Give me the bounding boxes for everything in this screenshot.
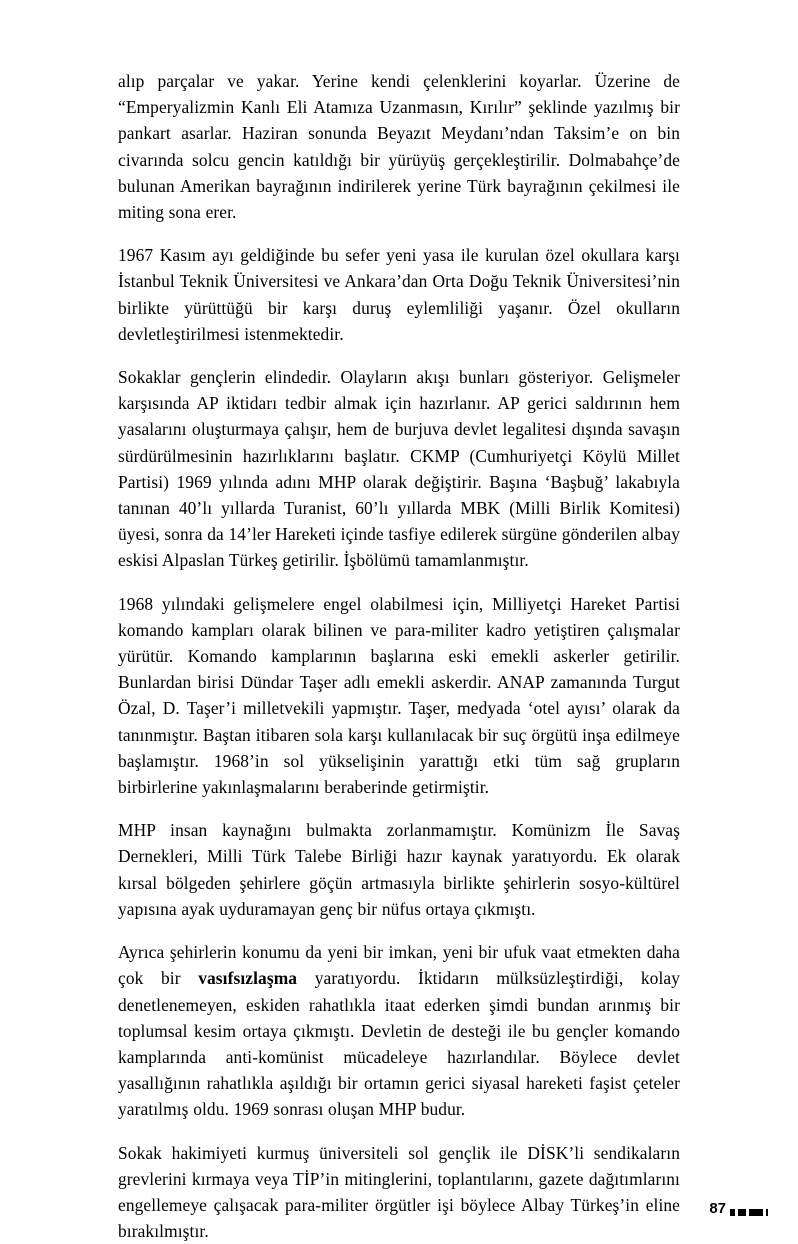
paragraph-4: 1968 yılındaki gelişmelere engel olabilmesi için, Milliyetçi Hareket Partisi komando kampları olarak bilinen ve para-militer kadro yetiştiren çalışmalar yürütür. Komando kamplarının başlarına eski emekli askerler getirilir. Bunlardan birisi Dündar Taşer adlı emekli askerdir. ANAP zamanında Turgut Özal, D. Taşer’i milletvekili yapmıştır. Taşer, medyada ‘otel ayısı’ olarak da tanınmıştır. Baştan itibaren sola karşı kullanılacak bir suç örgütü inşa edilmeye başlamıştır. 1968’in sol yükselişinin yarattığı etki tüm sağ grupların birbirlerine yakınlaşmalarını beraberinde getirmiştir. [118,593,680,798]
footer-dash-1 [730,1209,735,1216]
emphasized-term: vasıfsızlaşma [198,968,298,989]
page-body-text [118,68,680,1244]
paragraph-1: alıp parçalar ve yakar. Yerine kendi çelenklerini koyarlar. Üzerine de “Emperyalizmin Kanlı Eli Atamıza Uzanmasın, Kırılır” şeklinde yazılmış bir pankart asarlar. Haziran sonunda Beyazıt Meydanı’ndan Taksim’e on bin civarında solcu gencin katıldığı bir yürüyüş gerçekleştirilir. Dolmabahçe’de bulunan Amerikan bayrağının indirilerek yerine Türk bayrağının çekilmesi ile miting sona erer. [118,71,680,223]
page-number: 87 [709,1200,726,1217]
page-footer [0,1200,798,1230]
footer-decoration [730,1209,778,1216]
paragraph-3: Sokaklar gençlerin elindedir. Olayların akışı bunları gösteriyor. Gelişmeler karşısında AP iktidarı tedbir almak için hazırlanır. AP gerici saldırının hem yasalarını oluşturmaya çalışır, hem de burjuva devlet legalitesi dışında savaşın sürdürülmesinin hazırlıklarını başlatır. CKMP (Cumhuriyetçi Köylü Millet Partisi) 1969 yılında adını MHP olarak değiştirir. Başına ‘Başbuğ’ lakabıyla tanınan 40’lı yıllarda Turanist, 60’lı yıllarda MBK (Milli Birlik Komitesi) üyesi, sonra da 14’ler Hareketi içinde tasfiye edilerek sürgüne gönderilen albay eskisi Alpaslan Türkeş getirilir. İşbölümü tamamlanmıştır. [118,367,680,571]
footer-dash-3 [749,1209,763,1216]
paragraph-6 [118,939,680,1122]
paragraph-5: MHP insan kaynağını bulmakta zorlanmamıştır. Komünizm İle Savaş Dernekleri, Milli Türk Talebe Birliği hazır kaynak yaratıyordu. Ek olarak kırsal bölgeden şehirlere göçün artmasıyla birlikte şehirlerin sosyo-kültürel yapısına ayak uyduramayan genç bir nüfus ortaya çıkmıştı. [118,820,680,919]
footer-dash-4 [766,1209,768,1216]
paragraph-6-before: Ayrıca şehirlerin konumu da yeni bir imkan, yeni bir ufuk vaat etmekten daha çok bir [118,942,680,989]
paragraph-2: 1967 Kasım ayı geldiğinde bu sefer yeni yasa ile kurulan özel okullara karşı İstanbul Teknik Üniversitesi ve Ankara’dan Orta Doğu Teknik Üniversitesi’nin birlikte yürüttüğü bir karşı duruş eylemliliği yaşanır. Özel okulların devletleştirilmesi istenmektedir. [118,245,680,344]
paragraph-6-after: yaratıyordu. İktidarın mülksüzleştirdiği, kolay denetlenemeyen, eskiden rahatlıkla itaat ederken şimdi bundan arınmış bir toplumsal kesim ortaya çıkmıştı. Devletin de desteği ile bu gençler komando kamplarında anti-komünist mücadeleye hazırlandılar. Böylece devlet yasallığının rahatlıkla aşıldığı bir ortamın gerici siyasal hareketi faşist çeteler yaratılmış oldu. 1969 sonrası oluşan MHP budur. [118,968,681,1120]
footer-dash-2 [738,1209,746,1216]
paragraph-7: Sokak hakimiyeti kurmuş üniversiteli sol gençlik ile DİSK’li sendikaların grevlerini kırmaya veya TİP’in mitinglerini, toplantılarını, gazete dağıtımlarını engellemeye çalışacak para-militer örgütler işi böylece Albay Türkeş’in eline bırakılmıştır. [118,1142,680,1242]
